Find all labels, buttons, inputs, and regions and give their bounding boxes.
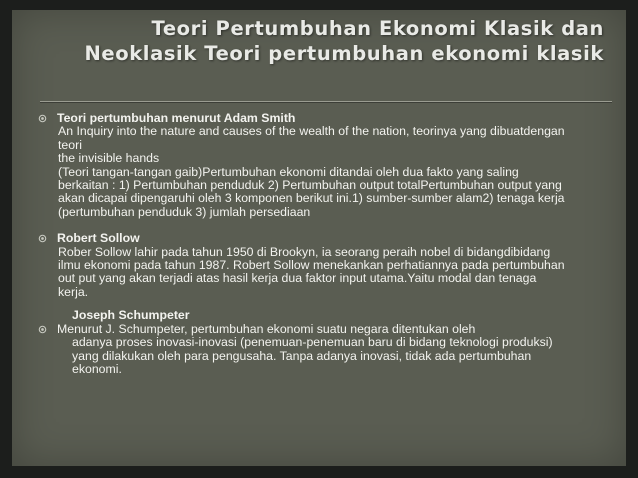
bullet-icon (38, 114, 47, 123)
slide-title (44, 16, 604, 66)
bullet-icon (38, 234, 47, 243)
slide-title-line-2: Neoklasik Teori pertumbuhan ekonomi klasik (84, 42, 604, 65)
section-heading-sollow (38, 232, 616, 245)
section-body-sollow (38, 246, 616, 300)
body-line: (pertumbuhan penduduk 3) jumlah persediaan (58, 204, 311, 219)
body-line: berkaitan : 1) Pertumbuhan penduduk 2) Pertumbuhan output totalPertumbuhan output yang (58, 178, 562, 193)
body-line: An Inquiry into the nature and causes of the wealth of the nation, teorinya yang dibuatdengan (58, 124, 565, 139)
body-line: akan dicapai dipengaruhi oleh 3 komponen berikut ini.1) sumber-sumber alam2) tenaga kerja (58, 191, 565, 206)
heading-text: Robert Sollow (57, 231, 140, 246)
title-divider (40, 101, 612, 103)
bullet-icon (38, 325, 47, 334)
body-line: Menurut J. Schumpeter, pertumbuhan ekonomi suatu negara ditentukan oleh (57, 321, 476, 336)
body-line: kerja. (58, 284, 89, 299)
slide-panel (12, 10, 626, 466)
body-line: teori (58, 137, 82, 152)
body-line: yang dilakukan oleh para pengusaha. Tanpa adanya inovasi, tidak ada pertumbuhan (72, 348, 532, 363)
slide-body (38, 112, 616, 376)
section-body-schumpeter (38, 336, 616, 376)
body-line: (Teori tangan-tangan gaib)Pertumbuhan ekonomi ditandai oleh dua fakto yang saling (58, 164, 519, 179)
body-line: Rober Sollow lahir pada tahun 1950 di Brookyn, ia seorang peraih nobel di bidangdibidang (58, 244, 551, 259)
body-line: ekonomi. (72, 361, 122, 376)
body-line: the invisible hands (58, 151, 160, 166)
section-heading-schumpeter: Joseph Schumpeter (72, 308, 190, 323)
body-line: out put yang akan terjadi atas hasil kerja dua faktor input utama.Yaitu modal dan tenaga (58, 271, 537, 286)
slide-title-line-1: Teori Pertumbuhan Ekonomi Klasik dan (151, 17, 604, 40)
section-heading-smith (38, 112, 616, 125)
heading-text: Teori pertumbuhan menurut Adam Smith (57, 111, 296, 125)
section-first-line-schumpeter (38, 323, 616, 336)
body-line: ilmu ekonomi pada tahun 1987. Robert Sollow menekankan perhatiannya pada pertumbuhan (58, 258, 565, 273)
section-body-smith (38, 125, 616, 219)
body-line: adanya proses inovasi-inovasi (penemuan-penemuan baru di bidang teknologi produksi) (72, 335, 553, 350)
